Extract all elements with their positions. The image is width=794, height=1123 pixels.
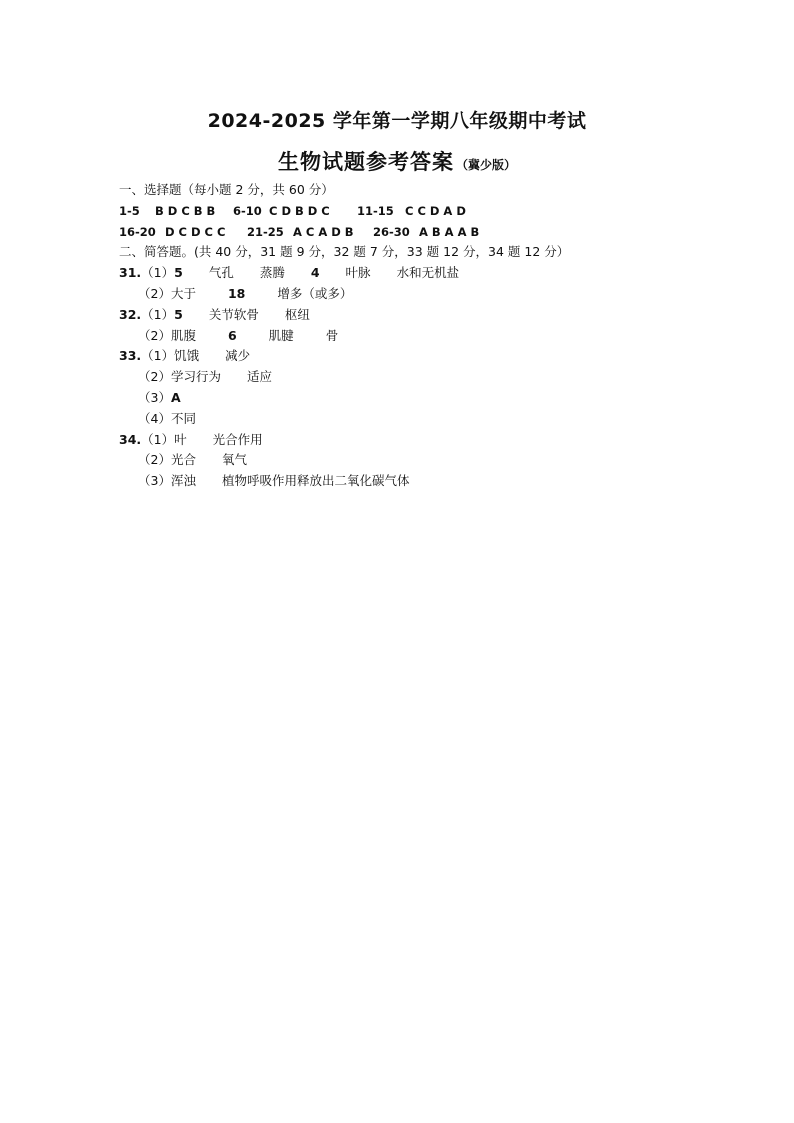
answer-text: 减少 (225, 348, 251, 364)
mc-answer-row-2 (119, 222, 739, 243)
mc-range: 1-5 (119, 203, 140, 218)
answer-text: 适应 (246, 369, 272, 385)
answer-text: A (170, 389, 181, 405)
mc-range: 21-25 (247, 224, 284, 239)
question-number: 31. (119, 265, 142, 281)
q33-part3 (119, 388, 739, 409)
answer-text: 枢纽 (284, 306, 310, 322)
section2-heading: 二、简答题。(共 40 分，31 题 9 分，32 题 7 分，33 题 12 分，34 题 12 分） (119, 244, 570, 260)
answer-text: 学习行为 (170, 369, 221, 385)
answer-text: 饥饿 (174, 348, 200, 364)
mc-range: 26-30 (373, 224, 410, 239)
part-label: （2） (138, 369, 171, 385)
mc-answers: B D C B B (155, 203, 216, 218)
part-label: （4） (138, 410, 171, 426)
answer-text: 气孔 (208, 265, 234, 281)
mc-answers: D C D C C (165, 224, 226, 239)
mc-answers: C D B D C (269, 203, 330, 218)
answer-key-title-text: 生物试题参考答案 (277, 150, 454, 174)
answer-text: 4 (310, 265, 320, 281)
answer-text: 植物呼吸作用释放出二氧化碳气体 (221, 473, 410, 489)
answer-text: 6 (227, 327, 237, 343)
mc-range: 6-10 (233, 203, 262, 218)
mc-range: 11-15 (357, 203, 394, 218)
edition-label: （冀少版） (455, 158, 516, 172)
part-label: （3） (138, 473, 171, 489)
q33-part1 (119, 346, 739, 367)
exam-title: 2024-2025 学年第一学期八年级期中考试 (207, 110, 587, 132)
q33-part4 (119, 409, 739, 430)
answer-text: 关节软骨 (208, 306, 259, 322)
q34-part3 (119, 471, 739, 492)
answer-text: 增多（或多） (277, 285, 353, 301)
q32-part2 (119, 326, 739, 347)
answer-text: 18 (227, 285, 246, 301)
answer-text: 叶 (174, 431, 187, 447)
q32-part1 (119, 305, 739, 326)
mc-answers: C C D A D (405, 203, 466, 218)
mc-answers: A C A D B (293, 224, 354, 239)
part-label: （2） (138, 452, 171, 468)
q34-part2 (119, 450, 739, 471)
mc-answer-row-1 (119, 201, 739, 222)
answer-text: 浑浊 (170, 473, 196, 489)
section1-heading: 一、选择题（每小题 2 分，共 60 分） (119, 182, 334, 197)
q33-part2 (119, 367, 739, 388)
q34-part1 (119, 430, 739, 451)
part-label: （2） (138, 327, 171, 343)
answer-text: 肌腱 (268, 327, 294, 343)
question-number: 32. (119, 306, 142, 322)
answer-text: 氧气 (221, 452, 247, 468)
answer-key-title (0, 146, 794, 176)
question-number: 34. (119, 431, 142, 447)
part-label: （1） (141, 265, 175, 281)
answer-text: 光合作用 (212, 431, 263, 447)
q31-part1 (119, 263, 739, 284)
part-label: （2） (138, 285, 171, 301)
question-number: 33. (119, 348, 142, 364)
answer-text: 骨 (325, 327, 339, 343)
mc-range: 16-20 (119, 224, 156, 239)
answer-text: 大于 (170, 285, 196, 301)
mc-answers: A B A A B (419, 224, 480, 239)
answer-text: 5 (174, 265, 183, 281)
answer-text: 肌腹 (170, 327, 196, 343)
part-label: （1） (141, 348, 175, 364)
answer-text: 5 (174, 306, 183, 322)
part-label: （3） (138, 389, 171, 405)
part-label: （1） (141, 431, 175, 447)
part-label: （1） (141, 306, 175, 322)
answer-text: 叶脉 (345, 265, 371, 281)
q31-part2 (119, 284, 739, 305)
answer-body (119, 180, 739, 492)
answer-text: 蒸腾 (259, 265, 285, 281)
answer-text: 水和无机盐 (396, 265, 460, 281)
answer-text: 不同 (170, 410, 196, 426)
answer-text: 光合 (170, 452, 196, 468)
